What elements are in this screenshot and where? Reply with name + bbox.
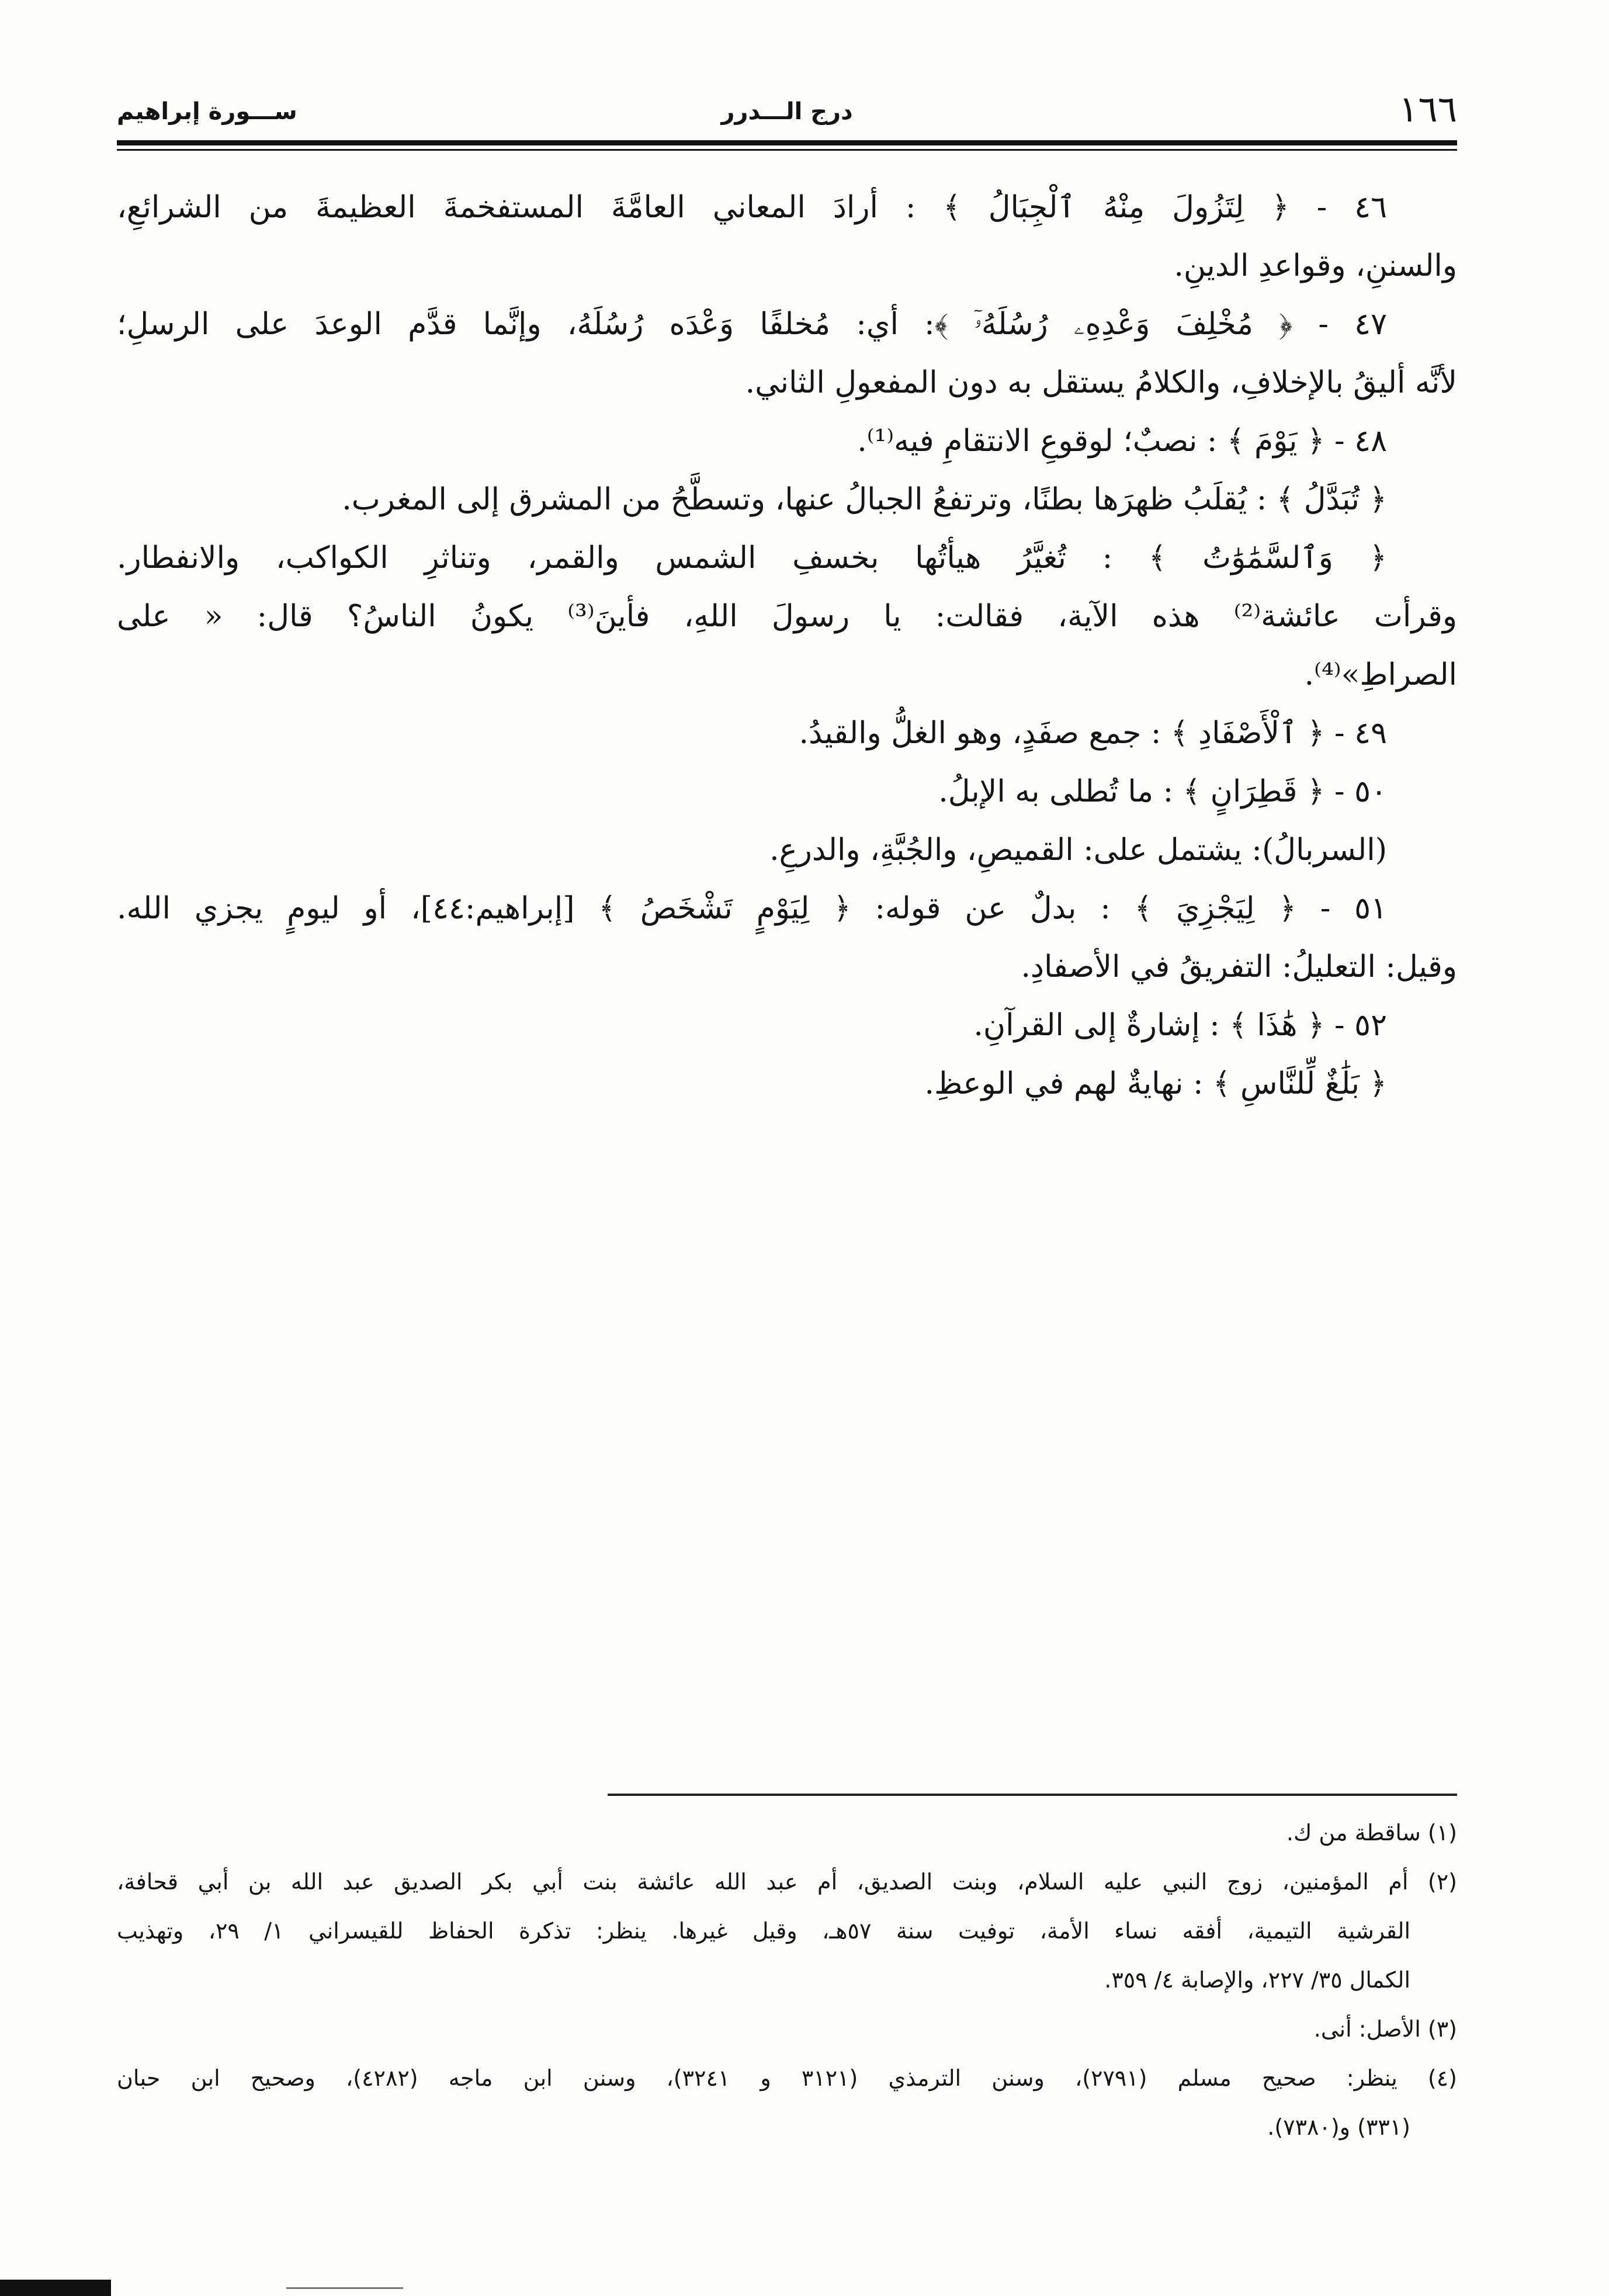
footnote-1: (١) ساقطة من ك.: [1286, 1820, 1457, 1846]
running-header: [117, 88, 1457, 140]
footnotes: [117, 1808, 1457, 2152]
samawat-line: ﴿ وَٱلسَّمَٰوَٰتُ ﴾ : تُغيَّرُ هيأتُها بخسفِ الشمس والقمر، وتناثرِ الكواكب، والانفطار.: [117, 540, 1387, 575]
footnote-2-line-3: الكمال ٣٥/ ٢٢٧، والإصابة ٤/ ٣٥٩.: [1104, 1967, 1410, 1993]
sirbal-line: (السربالُ): يشتمل على: القميصِ، والجُبَّةِ، والدرعِ.: [769, 833, 1387, 868]
header-rule-thick: [117, 140, 1457, 145]
scan-edge-mark: [0, 2280, 111, 2296]
verse-52-line: ٥٢ - ﴿ هَٰذَا ﴾ : إشارةٌ إلى القرآنِ.: [973, 1008, 1387, 1043]
page-number: ١٦٦: [1399, 88, 1457, 130]
scan-edge-line: [286, 2287, 403, 2289]
aisha-line-1: وقرأت عائشة⁽²⁾ هذه الآية، فقالت: يا رسولَ اللهِ، فأينَ⁽³⁾ يكونُ الناسُ؟ قال: « على: [117, 599, 1457, 634]
tubaddal-line: ﴿ تُبَدَّلُ ﴾ : يُقلَبُ ظهرَها بطنًا، وترتفعُ الجبالُ عنها، وتسطَّحُ من المشرق إلى المغرب.: [342, 482, 1387, 517]
surah-title: ســـورة إبراهيم: [117, 98, 297, 125]
footnote-3: (٣) الأصل: أنى.: [1313, 2016, 1457, 2042]
balagh-line: ﴿ بَلَٰغٌ لِّلنَّاسِ ﴾ : نهايةٌ لهم في الوعظِ.: [924, 1066, 1387, 1101]
verse-50-line: ٥٠ - ﴿ قَطِرَانٍ ﴾ : ما تُطلى به الإبلُ.: [938, 774, 1387, 809]
verse-47-line-2: لأنَّه أليقُ بالإخلافِ، والكلامُ يستقل به دون المفعولِ الثاني.: [745, 365, 1457, 400]
taleel-line: وقيل: التعليلُ: التفريقُ في الأصفادِ.: [1021, 949, 1457, 984]
verse-48-line: ٤٨ - ﴿ يَوْمَ ﴾ : نصبٌ؛ لوقوعِ الانتقامِ فيه⁽¹⁾.: [857, 424, 1387, 459]
header-rule-thin: [117, 149, 1457, 151]
verse-51-line: ٥١ - ﴿ لِيَجْزِيَ ﴾ : بدلٌ عن قوله: ﴿ لِيَوْمٍ تَشْخَصُ ﴾ [إبراهيم:٤٤]، أو ليومٍ يجزي الله.: [117, 891, 1388, 926]
footnote-4-line-1: (٤) ينظر: صحيح مسلم (٢٧٩١)، وسنن الترمذي (٣١٢١ و ٣٢٤١)، وسنن ابن ماجه (٤٢٨٢)، وصحيح ابن حبان: [117, 2065, 1457, 2091]
aisha-line-2: الصراطِ»⁽⁴⁾.: [1304, 657, 1457, 692]
verse-47-line-1: ٤٧ - ﴿ مُخْلِفَ وَعْدِهِۦ رُسُلَهُۥٓ ﴾: أي: مُخلفًا وَعْدَه رُسُلَهُ، وإنَّما قدَّم الوعدَ على الرسلِ؛: [117, 307, 1387, 342]
book-title: درج الـــدرر: [721, 98, 853, 125]
verse-46-line-2: والسننِ، وقواعدِ الدينِ.: [1174, 248, 1457, 283]
footnote-2-line-2: القرشية التيمية، أفقه نساء الأمة، توفيت سنة ٥٧هـ، وقيل غيرها. ينظر: تذكرة الحفاظ للقيسراني ١/ ٢٩، وتهذيب: [117, 1918, 1410, 1944]
commentary-body: [117, 178, 1457, 1113]
footnote-2-line-1: (٢) أم المؤمنين، زوج النبي عليه السلام، وبنت الصديق، أم عبد الله عائشة بنت أبي بكر الصديق عبد الله بن أبي قحافة،: [117, 1869, 1457, 1895]
verse-46-line-1: ٤٦ - ﴿ لِتَزُولَ مِنْهُ ٱلْجِبَالُ ﴾ : أرادَ المعاني العامَّةَ المستفخمةَ العظيمةَ من الشرائعِ،: [117, 190, 1387, 225]
footnote-4-line-2: (٣٣١) و(٧٣٨٠).: [1267, 2114, 1410, 2140]
verse-49-line: ٤٩ - ﴿ ٱلْأَصْفَادِ ﴾ : جمع صفَدٍ، وهو الغلُّ والقيدُ.: [799, 716, 1387, 751]
footnote-separator: [608, 1794, 1457, 1796]
